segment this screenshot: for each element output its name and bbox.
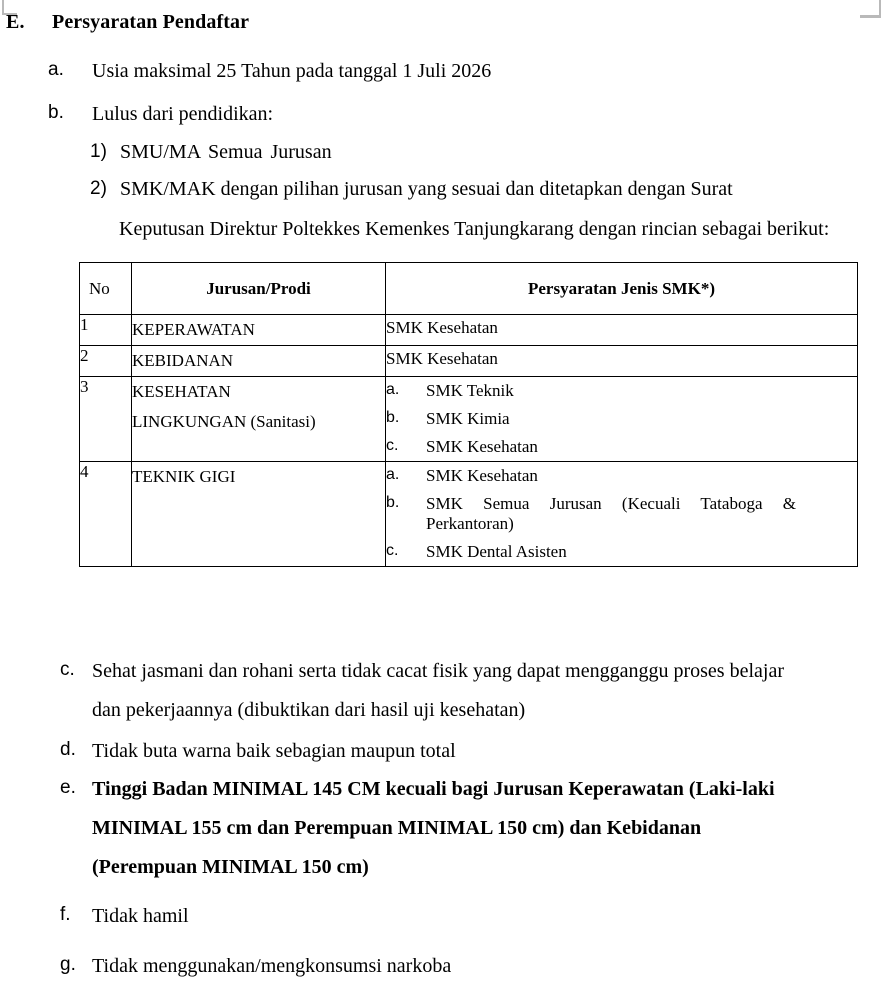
sublist-marker-1: 1): [90, 141, 107, 162]
list-item-e-continuation-2: [92, 856, 858, 879]
list-marker-a: a.: [48, 59, 64, 80]
cell-no: 1: [80, 315, 132, 346]
syarat-sub-item: [386, 377, 857, 405]
prodi-line: KEPERAWATAN: [132, 320, 255, 339]
section-heading: [6, 11, 866, 34]
section-marker: E.: [6, 11, 25, 33]
prodi-line: LINGKUNGAN (Sanitasi): [132, 412, 316, 431]
table-header-syarat: Persyaratan Jenis SMK*): [386, 263, 858, 315]
syarat-sub-item: [386, 538, 857, 566]
syarat-sub-marker: a.: [386, 381, 400, 398]
list-item-e-continuation-1: [92, 817, 858, 840]
syarat-text: SMK Kesehatan: [386, 349, 498, 368]
syarat-sub-text: SMK Dental Asisten: [426, 542, 567, 561]
list-marker-e: e.: [60, 777, 76, 798]
syarat-sub-item: [386, 433, 857, 461]
list-item-c-continuation: [92, 699, 858, 722]
syarat-sub-text: SMK Kesehatan: [426, 466, 538, 485]
list-text-f-line1: Tidak hamil: [92, 905, 189, 927]
table-row: [80, 462, 858, 567]
sublist-marker-2: 2): [90, 178, 107, 199]
syarat-sub-text: SMK Kesehatan: [426, 437, 538, 456]
list-marker-f: f.: [60, 904, 71, 925]
list-text-b: Lulus dari pendidikan:: [92, 103, 274, 125]
list-item-d: [60, 740, 858, 763]
list-marker-b: b.: [48, 102, 64, 123]
cell-prodi: [132, 346, 386, 377]
prodi-line: KEBIDANAN: [132, 351, 234, 370]
prodi-line: TEKNIK GIGI: [132, 467, 236, 486]
list-text-e-line3: (Perempuan MINIMAL 150 cm): [92, 856, 369, 878]
list-text-e-line2: MINIMAL 155 cm dan Perempuan MINIMAL 150 cm) dan Kebidanan: [92, 817, 702, 839]
sublist-text-2-line1: SMK/MAK dengan pilihan jurusan yang sesuai dan ditetapkan dengan Surat: [120, 178, 733, 200]
sublist-text-2-line2: Keputusan Direktur Poltekkes Kemenkes Tanjungkarang dengan rincian sebagai berikut:: [119, 218, 830, 240]
list-text-c-line2: dan pekerjaannya (dibuktikan dari hasil uji kesehatan): [92, 699, 526, 721]
cell-prodi: [132, 462, 386, 567]
cell-syarat: [386, 346, 858, 377]
requirements-table: [79, 262, 858, 567]
table-head: [80, 263, 858, 315]
syarat-sub-marker: c.: [386, 542, 399, 559]
cell-syarat: [386, 462, 858, 567]
table-body: [80, 315, 858, 567]
cell-no: 4: [80, 462, 132, 567]
list-marker-d: d.: [60, 739, 76, 760]
sublist-text-1: SMU/MA Semua Jurusan: [120, 141, 332, 163]
table-header-row: [80, 263, 858, 315]
list-item-f: [60, 905, 858, 928]
cell-syarat: [386, 377, 858, 462]
sublist-item-2: [90, 178, 860, 201]
section-title: Persyaratan Pendaftar: [52, 11, 250, 33]
list-item-b: [48, 103, 860, 126]
syarat-sub-text: SMK Semua Jurusan (Kecuali Tataboga & Perkantoran): [426, 494, 796, 533]
syarat-sub-text: SMK Teknik: [426, 381, 514, 400]
cell-syarat: [386, 315, 858, 346]
list-text-g-line1: Tidak menggunakan/mengkonsumsi narkoba: [92, 955, 452, 977]
list-item-g: [60, 955, 858, 978]
prodi-line: KESEHATAN: [132, 382, 231, 401]
list-text-a: Usia maksimal 25 Tahun pada tanggal 1 Juli 2026: [92, 60, 492, 82]
list-item-c: [60, 660, 858, 683]
syarat-sub-item: [386, 405, 857, 433]
cell-no: 2: [80, 346, 132, 377]
list-item-a: [48, 60, 860, 83]
list-text-d-line1: Tidak buta warna baik sebagian maupun total: [92, 740, 456, 762]
syarat-sub-marker: c.: [386, 437, 399, 454]
table-row: [80, 377, 858, 462]
syarat-sub-marker: b.: [386, 409, 400, 426]
sublist-item-1: [90, 141, 860, 164]
syarat-sub-marker: a.: [386, 466, 400, 483]
sublist-item-2-continuation: [119, 218, 859, 241]
syarat-sub-item: [386, 462, 857, 490]
syarat-sub-item: [386, 490, 857, 538]
cell-prodi: [132, 377, 386, 462]
list-text-c-line1: Sehat jasmani dan rohani serta tidak cacat fisik yang dapat mengganggu proses belajar: [92, 660, 784, 682]
table-row: [80, 346, 858, 377]
syarat-sub-marker: b.: [386, 494, 400, 511]
table-header-prodi: Jurusan/Prodi: [132, 263, 386, 315]
syarat-sub-text: SMK Kimia: [426, 409, 510, 428]
table-header-no: No: [80, 263, 132, 315]
cell-prodi: [132, 315, 386, 346]
cell-no: 3: [80, 377, 132, 462]
list-text-e-line1: Tinggi Badan MINIMAL 145 CM kecuali bagi Jurusan Keperawatan (Laki-laki: [92, 778, 775, 800]
syarat-text: SMK Kesehatan: [386, 318, 498, 337]
list-marker-g: g.: [60, 954, 76, 975]
table-row: [80, 315, 858, 346]
list-item-e: [60, 778, 858, 801]
list-marker-c: c.: [60, 659, 75, 680]
